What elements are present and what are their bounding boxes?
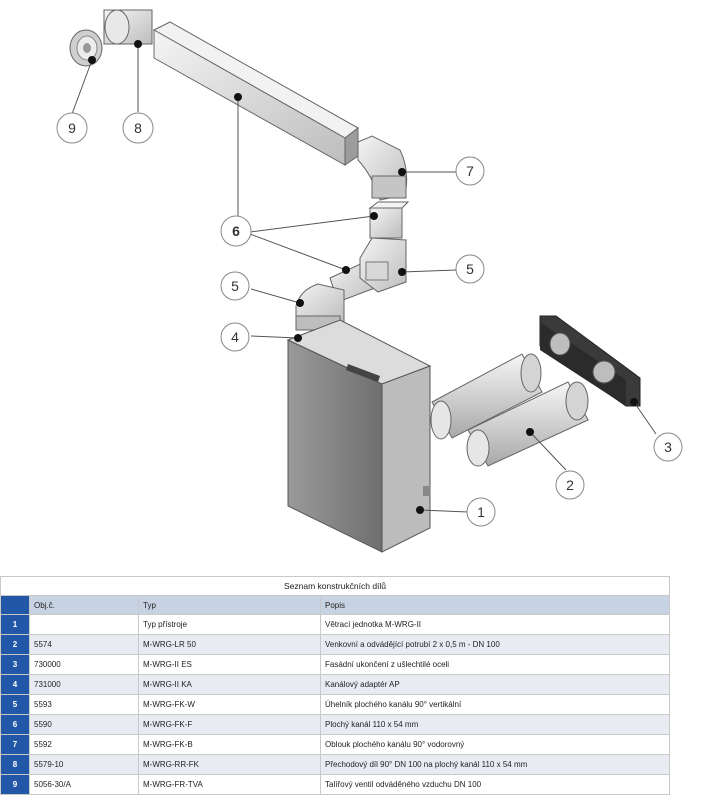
callout-2 xyxy=(556,471,584,499)
row-desc: Kanálový adaptér AP xyxy=(321,675,670,695)
row-code: 730000 xyxy=(30,655,139,675)
ducts-pipes-part xyxy=(431,354,588,466)
row-desc: Fasádní ukončení z ušlechtilé oceli xyxy=(321,655,670,675)
table-row xyxy=(1,635,670,655)
table-row xyxy=(1,615,670,635)
svg-text:2: 2 xyxy=(566,477,574,493)
duct-angle-upper-part xyxy=(360,238,406,292)
svg-text:5: 5 xyxy=(466,261,474,277)
row-type: M-WRG-LR 50 xyxy=(139,635,321,655)
row-pos: 7 xyxy=(1,735,30,755)
callout-5-upper xyxy=(456,255,484,283)
table-row xyxy=(1,755,670,775)
row-code: 5590 xyxy=(30,715,139,735)
row-code: 731000 xyxy=(30,675,139,695)
row-type: M-WRG-II ES xyxy=(139,655,321,675)
callout-1 xyxy=(467,498,495,526)
table-row xyxy=(1,775,670,795)
row-pos: 2 xyxy=(1,635,30,655)
table-header-row xyxy=(1,596,670,615)
table-row xyxy=(1,695,670,715)
table-row xyxy=(1,715,670,735)
row-desc: Talířový ventil odváděného vzduchu DN 100 xyxy=(321,775,670,795)
row-pos: 6 xyxy=(1,715,30,735)
table-row xyxy=(1,655,670,675)
row-type: M-WRG-II KA xyxy=(139,675,321,695)
callout-4 xyxy=(221,323,249,351)
ventilation-unit-part xyxy=(288,320,430,552)
row-desc: Venkovní a odvádějící potrubí 2 x 0,5 m - DN 100 xyxy=(321,635,670,655)
row-code: 5574 xyxy=(30,635,139,655)
header-code: Obj.č. xyxy=(30,596,139,615)
row-code: 5056-30/A xyxy=(30,775,139,795)
callout-9 xyxy=(57,113,87,143)
callout-3 xyxy=(654,433,682,461)
row-code: 5593 xyxy=(30,695,139,715)
row-type: Typ přístroje xyxy=(139,615,321,635)
callout-8 xyxy=(123,113,153,143)
row-type: M-WRG-RR-FK xyxy=(139,755,321,775)
row-desc: Oblouk plochého kanálu 90° vodorovný xyxy=(321,735,670,755)
header-pos xyxy=(1,596,30,615)
row-code: 5579-10 xyxy=(30,755,139,775)
row-pos: 8 xyxy=(1,755,30,775)
row-code: 5592 xyxy=(30,735,139,755)
row-type: M-WRG-FK-B xyxy=(139,735,321,755)
table-row xyxy=(1,735,670,755)
svg-text:6: 6 xyxy=(232,223,240,239)
svg-text:7: 7 xyxy=(466,163,474,179)
svg-text:5: 5 xyxy=(231,278,239,294)
duct-bend-part xyxy=(358,136,407,200)
svg-text:8: 8 xyxy=(134,120,142,136)
row-code xyxy=(30,615,139,635)
callout-5-lower xyxy=(221,272,249,300)
row-pos: 1 xyxy=(1,615,30,635)
row-desc: Plochý kanál 110 x 54 mm xyxy=(321,715,670,735)
row-type: M-WRG-FK-W xyxy=(139,695,321,715)
callout-7 xyxy=(456,157,484,185)
row-desc: Úhelník plochého kanálu 90° vertikální xyxy=(321,695,670,715)
svg-text:1: 1 xyxy=(477,504,485,520)
row-desc: Přechodový díl 90° DN 100 na plochý kanál 110 x 54 mm xyxy=(321,755,670,775)
callout-6 xyxy=(221,216,251,246)
row-type: M-WRG-FK-F xyxy=(139,715,321,735)
disc-valve-part xyxy=(70,30,102,66)
row-desc: Větrací jednotka M-WRG-II xyxy=(321,615,670,635)
header-desc: Popis xyxy=(321,596,670,615)
row-pos: 3 xyxy=(1,655,30,675)
row-pos: 5 xyxy=(1,695,30,715)
svg-text:9: 9 xyxy=(68,120,76,136)
parts-list-table xyxy=(0,576,670,795)
flat-duct-long-part xyxy=(154,22,358,165)
table-row xyxy=(1,675,670,695)
svg-text:3: 3 xyxy=(664,439,672,455)
table-title: Seznam konstrukčních dílů xyxy=(1,577,670,596)
row-pos: 9 xyxy=(1,775,30,795)
row-pos: 4 xyxy=(1,675,30,695)
svg-text:4: 4 xyxy=(231,329,239,345)
row-type: M-WRG-FR-TVA xyxy=(139,775,321,795)
header-type: Typ xyxy=(139,596,321,615)
transition-piece-part xyxy=(104,10,152,44)
